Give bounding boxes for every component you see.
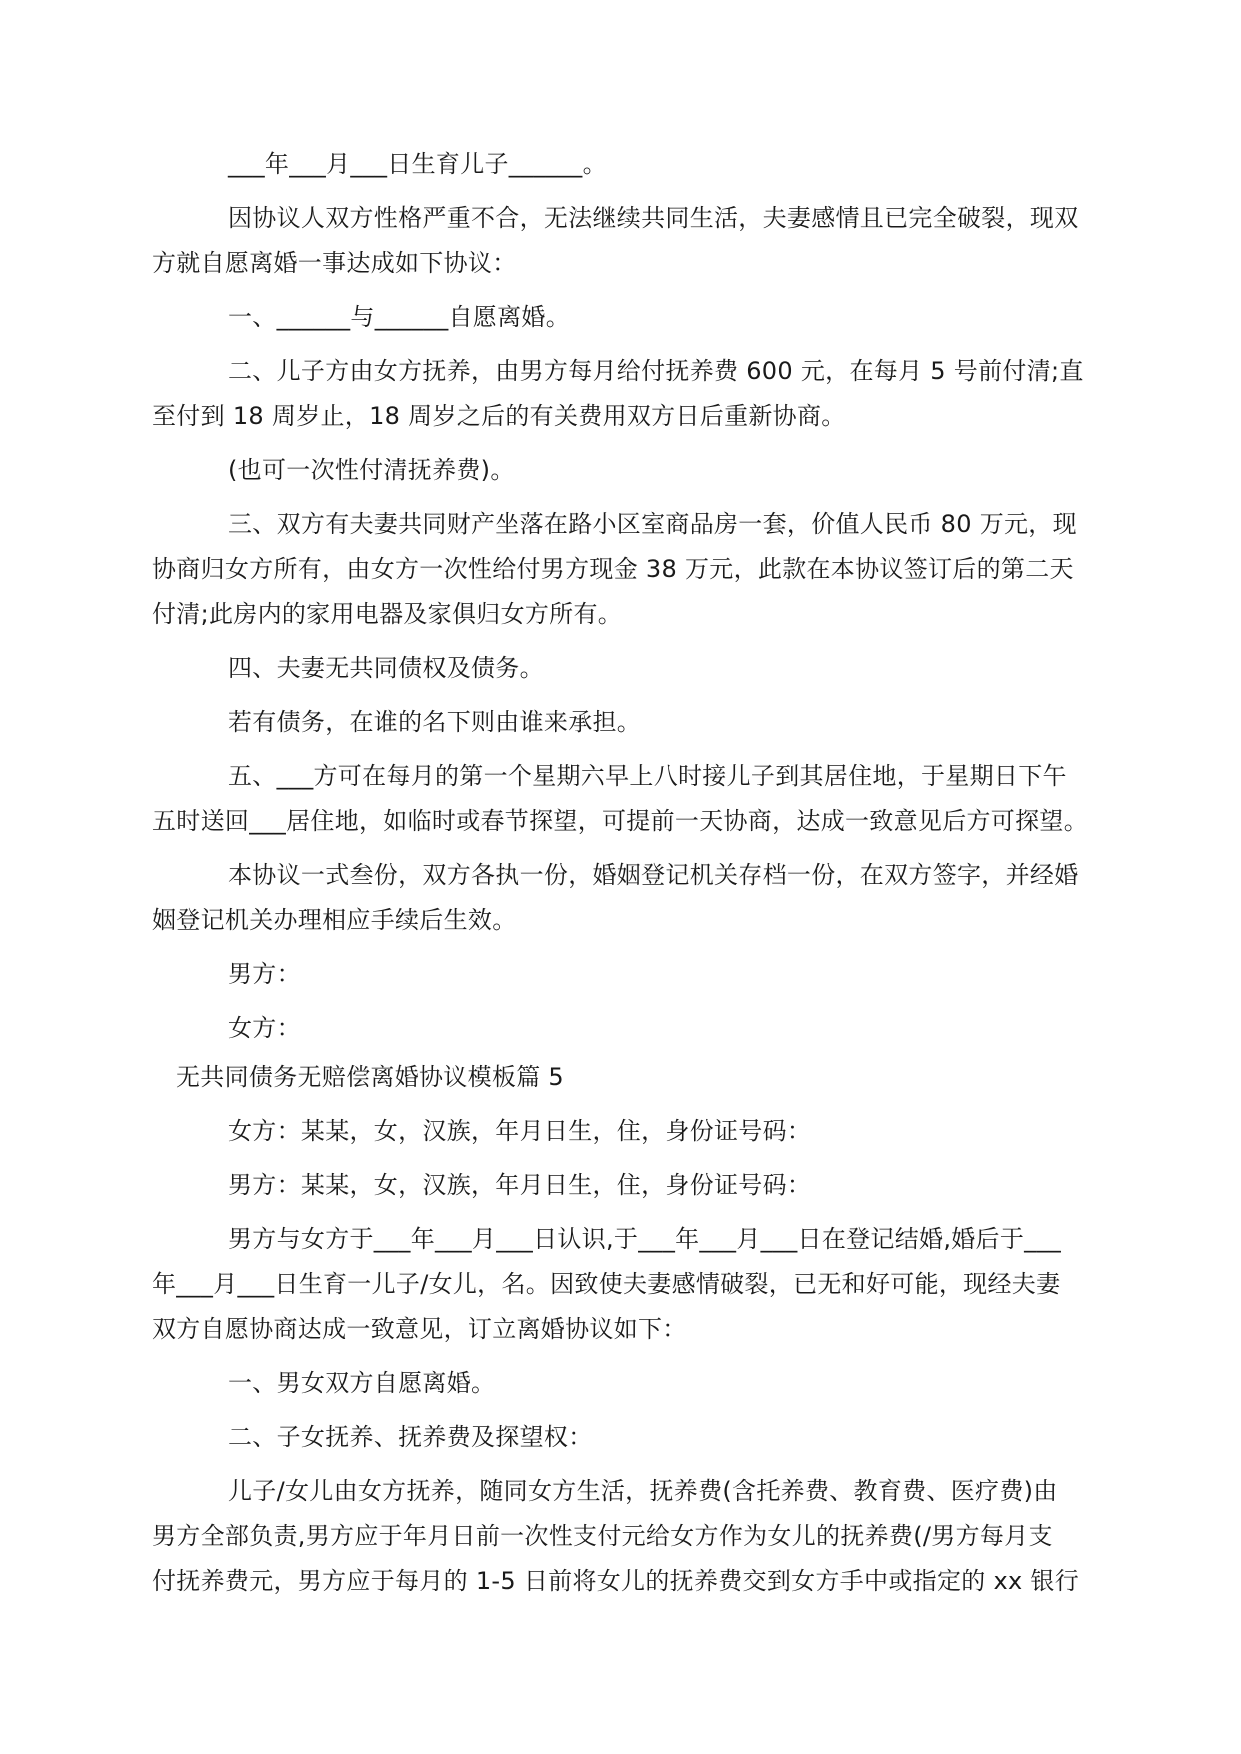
text-line-clause-2b: 至付到 18 周岁止，18 周岁之后的有关费用双方日后重新协商。 xyxy=(152,402,846,430)
text-line-custody-3: 付抚养费元，男方应于每月的 1-5 日前将女儿的抚养费交到女方手中或指定的 xx 银行 xyxy=(152,1567,1080,1595)
text-line-reason-1: 因协议人双方性格严重不合，无法继续共同生活，夫妻感情且已完全破裂，现双 xyxy=(228,204,1079,232)
text-line-marriage-2: 年___月___日生育一儿子/女儿，名。因致使夫妻感情破裂，已无和好可能，现经夫妻 xyxy=(152,1270,1061,1298)
text-line-clause-3c: 付清;此房内的家用电器及家俱归女方所有。 xyxy=(152,600,623,628)
text-line-marriage-1: 男方与女方于___年___月___日认识,于___年___月___日在登记结婚,婚后于___ xyxy=(228,1225,1062,1253)
text-line-clause-2c: (也可一次性付清抚养费)。 xyxy=(228,456,515,484)
text-line-clause-2a: 二、儿子方由女方抚养，由男方每月给付抚养费 600 元，在每月 5 号前付清;直 xyxy=(228,357,1084,385)
text-line-custody-1: 儿子/女儿由女方抚养，随同女方生活，抚养费(含托养费、教育费、医疗费)由 xyxy=(228,1477,1058,1505)
text-line-reason-2: 方就自愿离婚一事达成如下协议： xyxy=(152,249,517,277)
text-line-birth: ___年___月___日生育儿子______。 xyxy=(228,150,607,178)
text-line-custody-2: 男方全部负责,男方应于年月日前一次性支付元给女方作为女儿的抚养费(/男方每月支 xyxy=(152,1522,1053,1550)
text-line-validity-2: 姻登记机关办理相应手续后生效。 xyxy=(152,906,517,934)
text-line-signature-male: 男方： xyxy=(228,960,301,988)
text-line-clause-3b: 协商归女方所有，由女方一次性给付男方现金 38 万元，此款在本协议签订后的第二天 xyxy=(152,555,1074,583)
text-line-female-party: 女方：某某，女，汉族，年月日生，住，身份证号码： xyxy=(228,1117,812,1145)
text-line-article-1: 一、男女双方自愿离婚。 xyxy=(228,1369,496,1397)
text-line-article-2: 二、子女抚养、抚养费及探望权： xyxy=(228,1423,593,1451)
text-line-clause-5a: 五、___方可在每月的第一个星期六早上八时接儿子到其居住地，于星期日下午 xyxy=(228,762,1067,790)
text-line-clause-5b: 五时送回___居住地，如临时或春节探望，可提前一天协商，达成一致意见后方可探望。 xyxy=(152,807,1088,835)
text-line-male-party: 男方：某某，女，汉族，年月日生，住，身份证号码： xyxy=(228,1171,812,1199)
text-line-signature-female: 女方： xyxy=(228,1014,301,1042)
text-line-clause-4a: 四、夫妻无共同债权及债务。 xyxy=(228,654,544,682)
text-line-marriage-3: 双方自愿协商达成一致意见，订立离婚协议如下： xyxy=(152,1315,687,1343)
text-line-clause-4b: 若有债务，在谁的名下则由谁来承担。 xyxy=(228,708,642,736)
text-line-clause-3a: 三、双方有夫妻共同财产坐落在路小区室商品房一套，价值人民币 80 万元，现 xyxy=(228,510,1077,538)
text-line-validity-1: 本协议一式叁份，双方各执一份，婚姻登记机关存档一份，在双方签字，并经婚 xyxy=(228,861,1079,889)
section-heading: 无共同债务无赔偿离婚协议模板篇 5 xyxy=(176,1063,564,1091)
text-line-clause-1: 一、______与______自愿离婚。 xyxy=(228,303,570,331)
